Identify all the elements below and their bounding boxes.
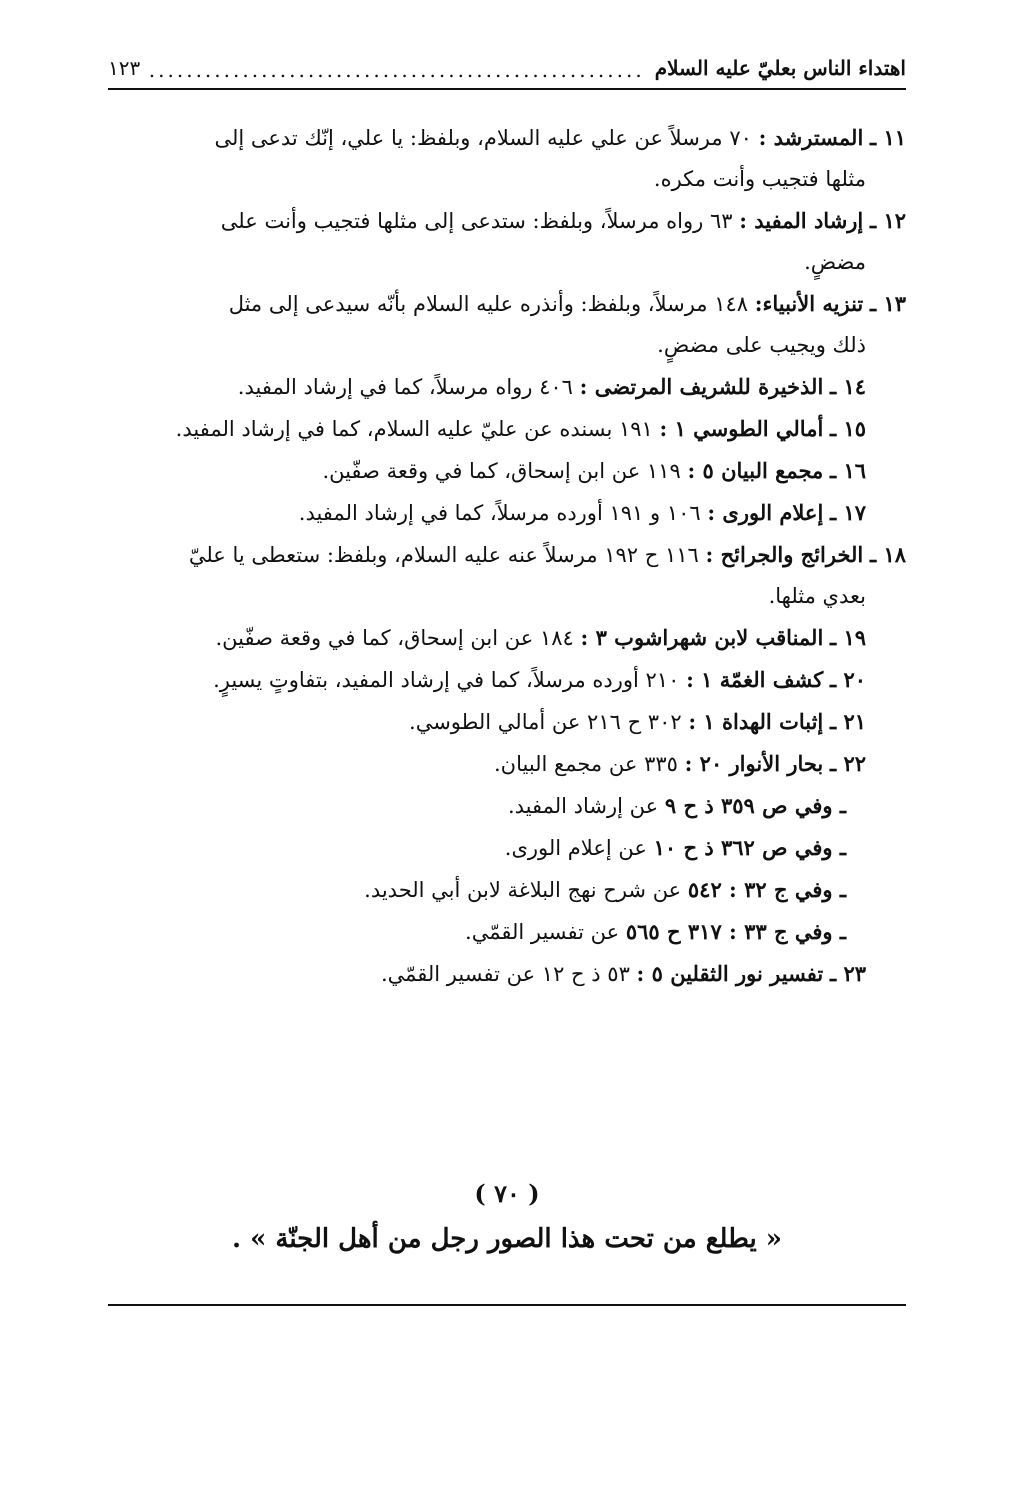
- ref-continuation: بعدي مثلها.: [768, 584, 866, 608]
- sub-ref-source: ـ وفي ص ٣٦٢ ذ ح ١٠: [653, 835, 846, 860]
- ref-source: المسترشد :: [758, 125, 864, 150]
- footnote-rule: [108, 1304, 906, 1306]
- leader-dots: [150, 60, 644, 80]
- hadith-text: « يطلع من تحت هذا الصور رجل من أهل الجنّة » .: [231, 1224, 783, 1254]
- ref-number: ١٧ ـ: [829, 500, 866, 525]
- ref-source: المناقب لابن شهراشوب ٣ :: [580, 625, 824, 650]
- references-list: [108, 117, 906, 995]
- ref-continuation: مضضٍ.: [804, 250, 866, 274]
- ref-source: كشف الغمّة ١ :: [686, 667, 824, 692]
- ref-number: ١٣ ـ: [869, 291, 906, 316]
- ref-continuation: مثلها فتجيب وأنت مكره.: [653, 167, 866, 191]
- sub-ref-text: عن تفسير القمّي.: [465, 920, 626, 944]
- ref-number: ١٢ ـ: [869, 208, 906, 233]
- sub-ref-source: ـ وفي ص ٣٥٩ ذ ح ٩: [664, 793, 846, 818]
- ref-source: إعلام الورى :: [707, 500, 824, 525]
- ref-number: ١٩ ـ: [829, 625, 866, 650]
- sub-ref-text: عن إعلام الورى.: [504, 836, 654, 860]
- ref-number: ٢٣ ـ: [829, 961, 866, 986]
- ref-number: ٢١ ـ: [829, 709, 866, 734]
- ref-source: أمالي الطوسي ١ :: [659, 416, 824, 441]
- ref-number: ٢٢ ـ: [829, 751, 866, 776]
- ref-text: ٤٠٦ رواه مرسلاً، كما في إرشاد المفيد.: [237, 375, 580, 399]
- ref-text: ٧٠ مرسلاً عن علي عليه السلام، وبلفظ: يا علي، إنّك تدعى إلى: [214, 126, 759, 150]
- ref-text: ٢١٠ أورده مرسلاً، كما في إرشاد المفيد، بتفاوتٍ يسيرٍ.: [213, 668, 687, 692]
- ref-text: ١٠٦ و ١٩١ أورده مرسلاً، كما في إرشاد المفيد.: [298, 501, 708, 525]
- header-rule: [108, 88, 906, 90]
- page-header: [108, 40, 906, 80]
- ref-source: إرشاد المفيد :: [739, 208, 864, 233]
- sub-ref-source: ـ وفي ج ٣٢ : ٥٤٢: [687, 877, 846, 902]
- sub-reference: [108, 827, 906, 869]
- ref-text: ٥٣ ذ ح ١٢ عن تفسير القمّي.: [380, 962, 637, 986]
- reference-item: [108, 743, 906, 785]
- reference-item: [108, 953, 906, 995]
- reference-item: [108, 200, 906, 283]
- ref-continuation: ذلك ويجيب على مضضٍ.: [657, 333, 866, 357]
- running-title: اهتداء الناس بعليّ عليه السلام: [654, 56, 906, 80]
- reference-item: [108, 366, 906, 408]
- reference-item: [108, 701, 906, 743]
- ref-number: ١٤ ـ: [829, 374, 866, 399]
- reference-item: [108, 450, 906, 492]
- reference-item: [108, 659, 906, 701]
- sub-reference: [108, 785, 906, 827]
- ref-source: مجمع البيان ٥ :: [687, 458, 824, 483]
- ref-text: ١١٩ عن ابن إسحاق، كما في وقعة صفّين.: [322, 459, 688, 483]
- sub-reference: [108, 911, 906, 953]
- hadith-block: [108, 1172, 906, 1262]
- reference-item: [108, 117, 906, 200]
- ref-source: الخرائج والجرائح :: [705, 542, 864, 567]
- ref-text: ١٨٤ عن ابن إسحاق، كما في وقعة صفّين.: [215, 626, 581, 650]
- reference-item: [108, 408, 906, 450]
- ref-number: ١١ ـ: [869, 125, 906, 150]
- ref-number: ١٦ ـ: [829, 458, 866, 483]
- reference-item: [108, 283, 906, 366]
- ref-text: ١٤٨ مرسلاً، وبلفظ: وأنذره عليه السلام بأنّه سيدعى إلى مثل: [228, 292, 755, 316]
- reference-item: [108, 534, 906, 617]
- ref-source: تفسير نور الثقلين ٥ :: [636, 961, 824, 986]
- ref-source: بحار الأنوار ٢٠ :: [684, 751, 824, 776]
- hadith-number: ( ٧٠ ): [474, 1179, 540, 1208]
- reference-item: [108, 617, 906, 659]
- ref-number: ٢٠ ـ: [829, 667, 866, 692]
- sub-reference: [108, 869, 906, 911]
- sub-ref-text: عن شرح نهج البلاغة لابن أبي الحديد.: [364, 878, 688, 902]
- reference-item: [108, 492, 906, 534]
- ref-text: ٣٠٢ ح ٢١٦ عن أمالي الطوسي.: [409, 710, 689, 734]
- ref-text: ١١٦ ح ١٩٢ مرسلاً عنه عليه السلام، وبلفظ: ستعطى يا عليّ: [188, 543, 706, 567]
- ref-text: ٣٣٥ عن مجمع البيان.: [493, 752, 685, 776]
- ref-source: تنزيه الأنبياء:: [754, 291, 864, 316]
- sub-ref-source: ـ وفي ج ٣٣ : ٣١٧ ح ٥٦٥: [625, 919, 846, 944]
- ref-text: ١٩١ بسنده عن عليّ عليه السلام، كما في إرشاد المفيد.: [175, 417, 660, 441]
- ref-text: ٦٣ رواه مرسلاً، وبلفظ: ستدعى إلى مثلها فتجيب وأنت على: [220, 209, 740, 233]
- ref-number: ١٨ ـ: [869, 542, 906, 567]
- ref-number: ١٥ ـ: [829, 416, 866, 441]
- ref-source: الذخيرة للشريف المرتضى :: [579, 374, 824, 399]
- sub-ref-text: عن إرشاد المفيد.: [507, 794, 665, 818]
- page-number: ١٢٣: [108, 56, 141, 80]
- ref-source: إثبات الهداة ١ :: [688, 709, 824, 734]
